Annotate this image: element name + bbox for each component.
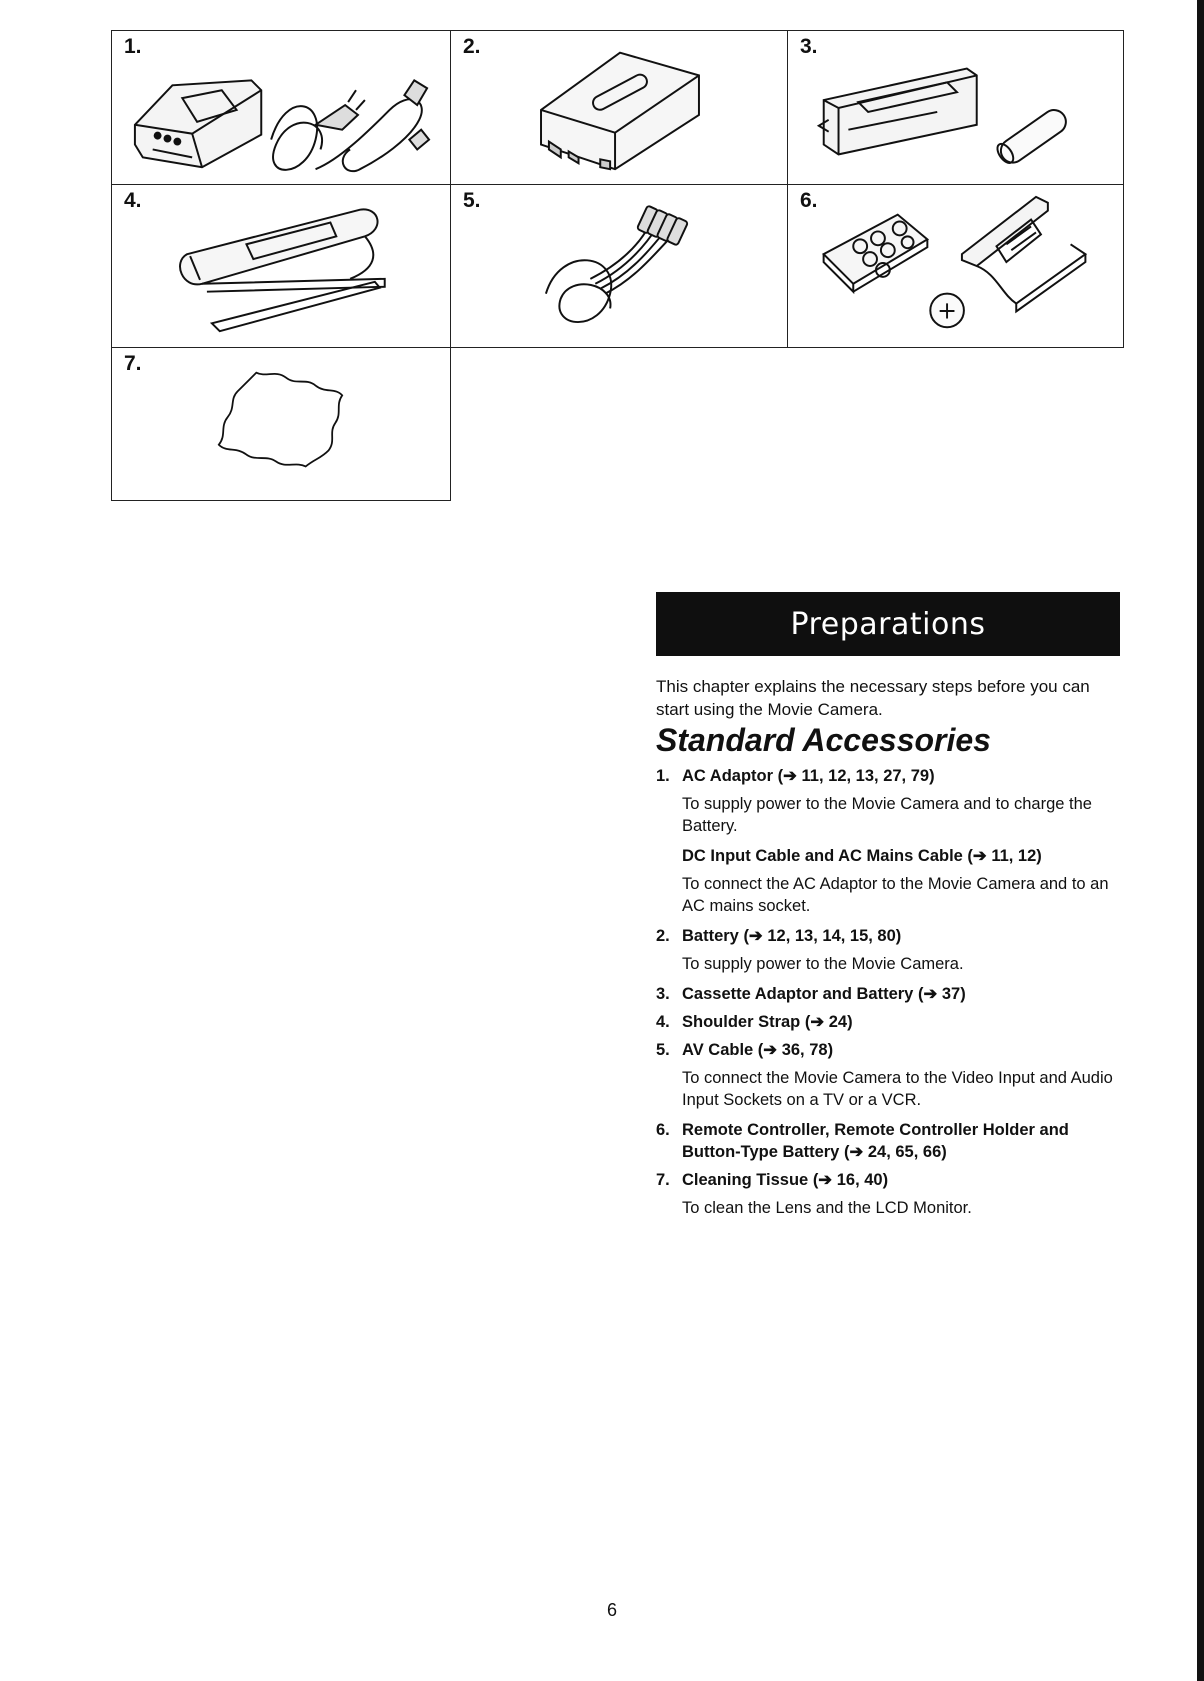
item-number: 4. <box>656 1013 670 1031</box>
item-description: To clean the Lens and the LCD Monitor. <box>682 1199 972 1217</box>
item-heading: Cassette Adaptor and Battery (➔ 37) <box>682 985 966 1003</box>
figure-cell-number: 3. <box>800 35 818 58</box>
list-item <box>656 1169 1126 1219</box>
shoulder-strap-illustration <box>112 185 450 347</box>
figure-cell-battery <box>450 30 788 185</box>
page-number: 6 <box>607 1600 618 1620</box>
item-number: 6. <box>656 1121 670 1139</box>
item-number: 2. <box>656 927 670 945</box>
item-heading: AC Adaptor (➔ 11, 12, 13, 27, 79) <box>682 767 935 785</box>
item-sub-description: To connect the AC Adaptor to the Movie Camera and to an AC mains socket. <box>682 875 1109 915</box>
item-heading: Cleaning Tissue (➔ 16, 40) <box>682 1171 889 1189</box>
item-number: 3. <box>656 985 670 1003</box>
chapter-banner <box>656 592 1120 656</box>
item-number: 1. <box>656 767 670 785</box>
figure-cell-cleaning-tissue <box>111 347 451 501</box>
list-item <box>656 925 1126 975</box>
item-number: 7. <box>656 1171 670 1189</box>
figure-cell-cassette-adaptor <box>787 30 1124 185</box>
remote-controller-illustration <box>788 185 1123 347</box>
ac-adaptor-illustration <box>112 31 450 184</box>
figure-cell-shoulder-strap <box>111 184 451 348</box>
cassette-adaptor-illustration <box>788 31 1123 184</box>
battery-illustration <box>451 31 787 184</box>
figure-cell-av-cable <box>450 184 788 348</box>
figure-cell-ac-adaptor <box>111 30 451 185</box>
figure-cell-number: 6. <box>800 189 818 212</box>
item-description: To supply power to the Movie Camera and to charge the Battery. <box>682 795 1092 835</box>
list-item <box>656 1011 1126 1033</box>
scan-edge-divider <box>1197 0 1204 1681</box>
item-heading: Remote Controller, Remote Controller Holder and Button-Type Battery (➔ 24, 65, 66) <box>682 1121 1069 1161</box>
figure-cell-remote-controller <box>787 184 1124 348</box>
av-cable-illustration <box>451 185 787 347</box>
figure-cell-number: 2. <box>463 35 481 58</box>
item-number: 5. <box>656 1041 670 1059</box>
list-item <box>656 983 1126 1005</box>
item-description: To connect the Movie Camera to the Video Input and Audio Input Sockets on a TV or a VCR. <box>682 1069 1113 1109</box>
item-heading: Shoulder Strap (➔ 24) <box>682 1013 853 1031</box>
item-heading: AV Cable (➔ 36, 78) <box>682 1041 834 1059</box>
item-heading: Battery (➔ 12, 13, 14, 15, 80) <box>682 927 902 945</box>
figure-cell-number: 7. <box>124 352 142 375</box>
figure-cell-number: 4. <box>124 189 142 212</box>
list-item <box>656 1119 1126 1163</box>
battery-plus-symbol: + <box>937 296 958 325</box>
list-item <box>656 1039 1126 1111</box>
list-item <box>656 765 1126 917</box>
section-title: Standard Accessories <box>656 722 991 758</box>
intro-paragraph: This chapter explains the necessary steps before you can start using the Movie Camera. <box>656 677 1090 719</box>
chapter-title: Preparations <box>790 606 986 642</box>
figure-cell-number: 1. <box>124 35 142 58</box>
item-sub-heading: DC Input Cable and AC Mains Cable (➔ 11, 12) <box>682 847 1042 865</box>
cleaning-tissue-illustration <box>112 348 450 500</box>
accessories-list <box>656 765 1126 1219</box>
accessories-figure <box>111 30 1124 501</box>
figure-cell-number: 5. <box>463 189 481 212</box>
item-description: To supply power to the Movie Camera. <box>682 955 964 973</box>
